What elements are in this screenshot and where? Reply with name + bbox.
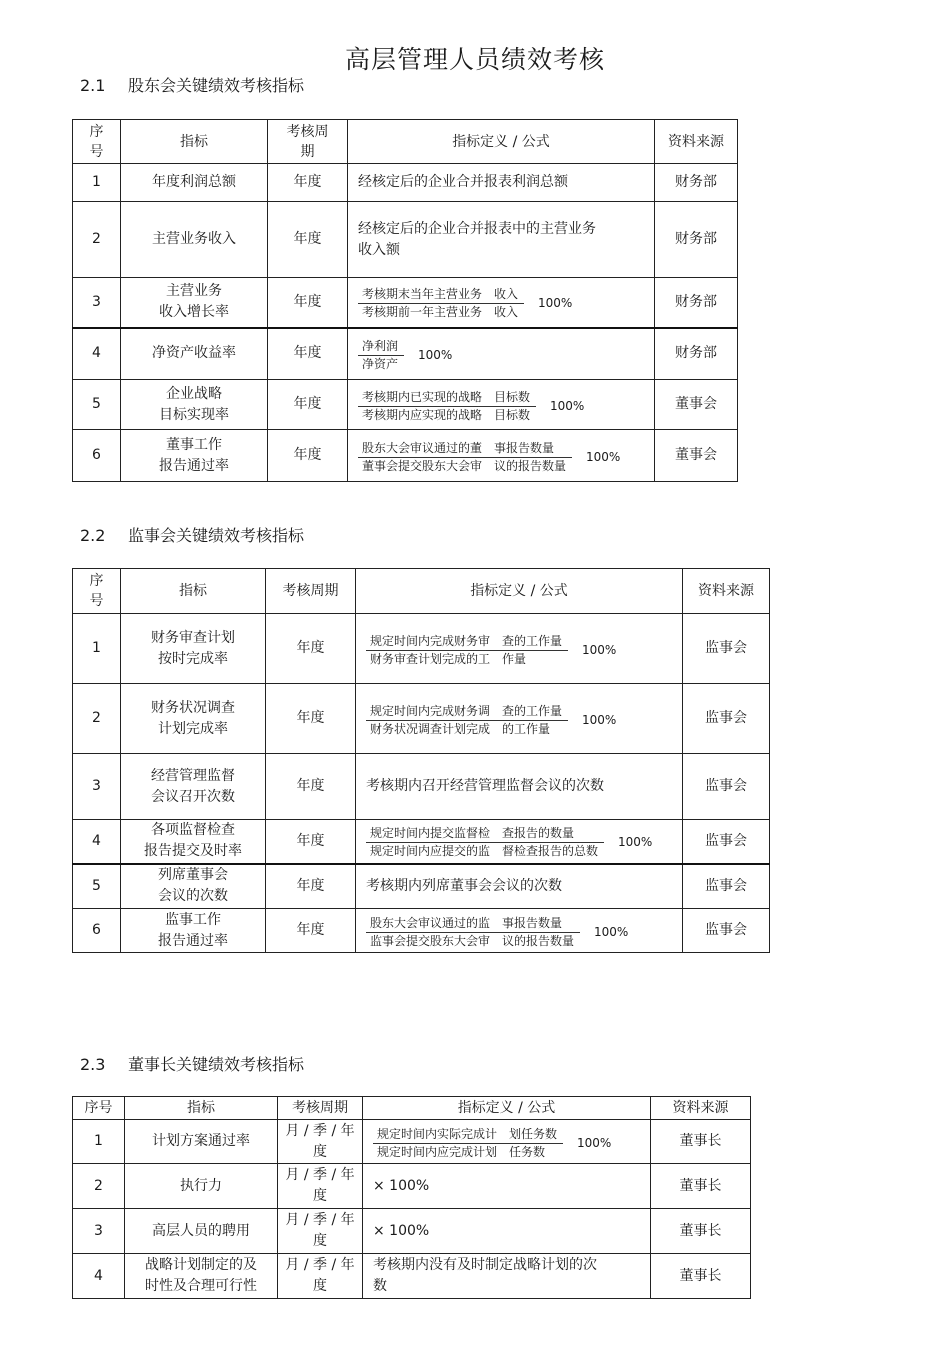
fraction [358,390,536,423]
header-definition: 指标定义 / 公式 [348,120,655,164]
header-indicator: 指标 [125,1097,278,1120]
section-heading-2-2 [80,523,304,546]
formula [358,390,584,423]
formula-cell [363,1120,651,1164]
definition-text: 考核期内没有及时制定战略计划的次 数 [363,1254,651,1299]
section-heading-2-3 [80,1052,304,1075]
formula [366,916,628,949]
header-number: 序号 [73,1097,125,1120]
formula-denominator: 净资产 [362,356,399,371]
definition-text: 经核定后的企业合并报表中的主营业务 收入额 [348,202,655,278]
formula [358,441,620,474]
data-source: 监事会 [683,754,770,820]
definition-text: × 100% [363,1209,651,1254]
row-number: 2 [73,202,121,278]
assessment-period: 年度 [266,614,356,684]
data-source: 董事长 [651,1120,751,1164]
definition-text: 经核定后的企业合并报表利润总额 [348,164,655,202]
row-number: 5 [73,864,121,909]
indicator-name: 年度利润总额 [121,164,268,202]
row-number: 4 [73,820,121,864]
formula [373,1127,611,1160]
formula-percent: 100% [594,924,629,939]
row-number: 2 [73,1164,125,1209]
section-number: 2.1 [80,76,106,95]
formula-denominator: 监事会提交股东大会审 议的报告数量 [370,933,575,948]
data-source: 财务部 [655,278,738,328]
assessment-period: 月 / 季 / 年 度 [278,1209,363,1254]
assessment-period: 年度 [266,754,356,820]
fraction [358,441,572,474]
indicator-name: 执行力 [125,1164,278,1209]
table-row [73,430,738,482]
data-source: 董事长 [651,1164,751,1209]
table-row [73,820,770,864]
table-row [73,614,770,684]
formula-percent: 100% [418,347,453,362]
formula-percent: 100% [582,642,617,657]
header-period: 考核周期 [278,1097,363,1120]
table-row [73,1254,751,1299]
table-row [73,164,738,202]
section-number: 2.3 [80,1055,106,1074]
page-title: 高层管理人员绩效考核 [344,45,605,74]
header-definition: 指标定义 / 公式 [356,569,683,614]
assessment-period: 年度 [266,820,356,864]
table-row [73,1209,751,1254]
formula-percent: 100% [618,835,653,850]
section-title: 股东会关键绩效考核指标 [128,76,305,95]
formula-denominator: 财务审查计划完成的工 作量 [370,651,527,666]
data-source: 监事会 [683,864,770,909]
formula-denominator: 考核期内应实现的战略 目标数 [362,407,531,422]
indicator-name: 主营业务 收入增长率 [121,278,268,328]
formula-cell [348,278,655,328]
formula-percent: 100% [538,296,573,311]
assessment-period: 年度 [268,430,348,482]
section-heading-2-1 [80,73,304,96]
table-row [73,380,738,430]
data-source: 董事会 [655,430,738,482]
row-number: 3 [73,278,121,328]
assessment-period: 年度 [268,202,348,278]
assessment-period: 年度 [266,864,356,909]
indicator-name: 主营业务收入 [121,202,268,278]
header-indicator: 指标 [121,120,268,164]
table-row [73,1120,751,1164]
chairman-kpi-table [72,1096,751,1299]
table-row [73,754,770,820]
formula-denominator: 考核期前一年主营业务 收入 [362,305,519,320]
assessment-period: 年度 [266,909,356,953]
row-number: 1 [73,164,121,202]
formula-numerator: 规定时间内完成财务审 查的工作量 [366,634,568,651]
indicator-name: 财务审查计划 按时完成率 [121,614,266,684]
formula-percent: 100% [582,712,617,727]
header-definition: 指标定义 / 公式 [363,1097,651,1120]
formula [366,704,616,737]
row-number: 1 [73,614,121,684]
assessment-period: 年度 [268,328,348,380]
assessment-period: 月 / 季 / 年 度 [278,1254,363,1299]
fraction [373,1127,563,1160]
table-row [73,202,738,278]
assessment-period: 月 / 季 / 年 度 [278,1164,363,1209]
table-header-row [73,1097,751,1120]
formula-numerator: 股东大会审议通过的监 事报告数量 [366,916,580,933]
indicator-name: 各项监督检查 报告提交及时率 [121,820,266,864]
row-number: 4 [73,328,121,380]
data-source: 财务部 [655,328,738,380]
header-source: 资料来源 [651,1097,751,1120]
header-period: 考核周期 [266,569,356,614]
definition-text: 考核期内召开经营管理监督会议的次数 [356,754,683,820]
table-row [73,909,770,953]
assessment-period: 年度 [268,164,348,202]
fraction [358,339,404,372]
table-header-row [73,120,738,164]
indicator-name: 企业战略 目标实现率 [121,380,268,430]
table-row [73,684,770,754]
row-number: 5 [73,380,121,430]
formula-percent: 100% [586,449,621,464]
data-source: 监事会 [683,614,770,684]
row-number: 1 [73,1120,125,1164]
section-title: 监事会关键绩效考核指标 [128,526,305,545]
formula-numerator: 考核期末当年主营业务 收入 [358,287,524,304]
data-source: 董事会 [655,380,738,430]
formula-numerator: 规定时间内实际完成计 划任务数 [373,1127,563,1144]
fraction [366,704,568,737]
table-row [73,278,738,328]
formula-numerator: 考核期内已实现的战略 目标数 [358,390,536,407]
formula-cell [356,614,683,684]
row-number: 3 [73,1209,125,1254]
formula [358,339,452,372]
formula-cell [348,380,655,430]
indicator-name: 经营管理监督 会议召开次数 [121,754,266,820]
formula [366,634,616,667]
formula-cell [348,328,655,380]
shareholders-kpi-table [72,119,738,482]
fraction [366,826,604,859]
formula-numerator: 规定时间内提交监督检 查报告的数量 [366,826,604,843]
definition-text: 考核期内列席董事会会议的次数 [356,864,683,909]
formula [358,287,572,320]
formula-cell [356,684,683,754]
assessment-period: 年度 [268,278,348,328]
indicator-name: 董事工作 报告通过率 [121,430,268,482]
formula-percent: 100% [550,398,585,413]
assessment-period: 年度 [268,380,348,430]
formula-denominator: 规定时间内应提交的监 督检查报告的总数 [370,844,599,859]
table-row [73,864,770,909]
row-number: 6 [73,909,121,953]
formula-cell [356,909,683,953]
supervisory-board-kpi-table [72,568,770,953]
section-title: 董事长关键绩效考核指标 [128,1055,305,1074]
row-number: 6 [73,430,121,482]
formula-percent: 100% [577,1135,612,1150]
indicator-name: 计划方案通过率 [125,1120,278,1164]
data-source: 财务部 [655,202,738,278]
fraction [366,916,580,949]
table-header-row [73,569,770,614]
table-row [73,328,738,380]
row-number: 3 [73,754,121,820]
header-source: 资料来源 [655,120,738,164]
indicator-name: 财务状况调查 计划完成率 [121,684,266,754]
data-source: 监事会 [683,684,770,754]
indicator-name: 列席董事会 会议的次数 [121,864,266,909]
fraction [366,634,568,667]
header-indicator: 指标 [121,569,266,614]
assessment-period: 月 / 季 / 年 度 [278,1120,363,1164]
section-number: 2.2 [80,526,106,545]
indicator-name: 监事工作 报告通过率 [121,909,266,953]
formula-numerator: 股东大会审议通过的董 事报告数量 [358,441,572,458]
data-source: 监事会 [683,820,770,864]
data-source: 财务部 [655,164,738,202]
data-source: 董事长 [651,1209,751,1254]
indicator-name: 净资产收益率 [121,328,268,380]
formula-denominator: 董事会提交股东大会审 议的报告数量 [362,458,567,473]
header-source: 资料来源 [683,569,770,614]
formula-denominator: 财务状况调查计划完成 的工作量 [370,721,551,736]
data-source: 监事会 [683,909,770,953]
definition-text: × 100% [363,1164,651,1209]
assessment-period: 年度 [266,684,356,754]
formula-numerator: 规定时间内完成财务调 查的工作量 [366,704,568,721]
header-number: 序 号 [73,120,121,164]
indicator-name: 战略计划制定的及 时性及合理可行性 [125,1254,278,1299]
formula [366,826,652,859]
formula-numerator: 净利润 [358,339,404,356]
table-row [73,1164,751,1209]
formula-cell [356,820,683,864]
header-number: 序 号 [73,569,121,614]
indicator-name: 高层人员的聘用 [125,1209,278,1254]
row-number: 2 [73,684,121,754]
header-period: 考核周 期 [268,120,348,164]
fraction [358,287,524,320]
formula-denominator: 规定时间内应完成计划 任务数 [377,1144,546,1159]
data-source: 董事长 [651,1254,751,1299]
formula-cell [348,430,655,482]
row-number: 4 [73,1254,125,1299]
